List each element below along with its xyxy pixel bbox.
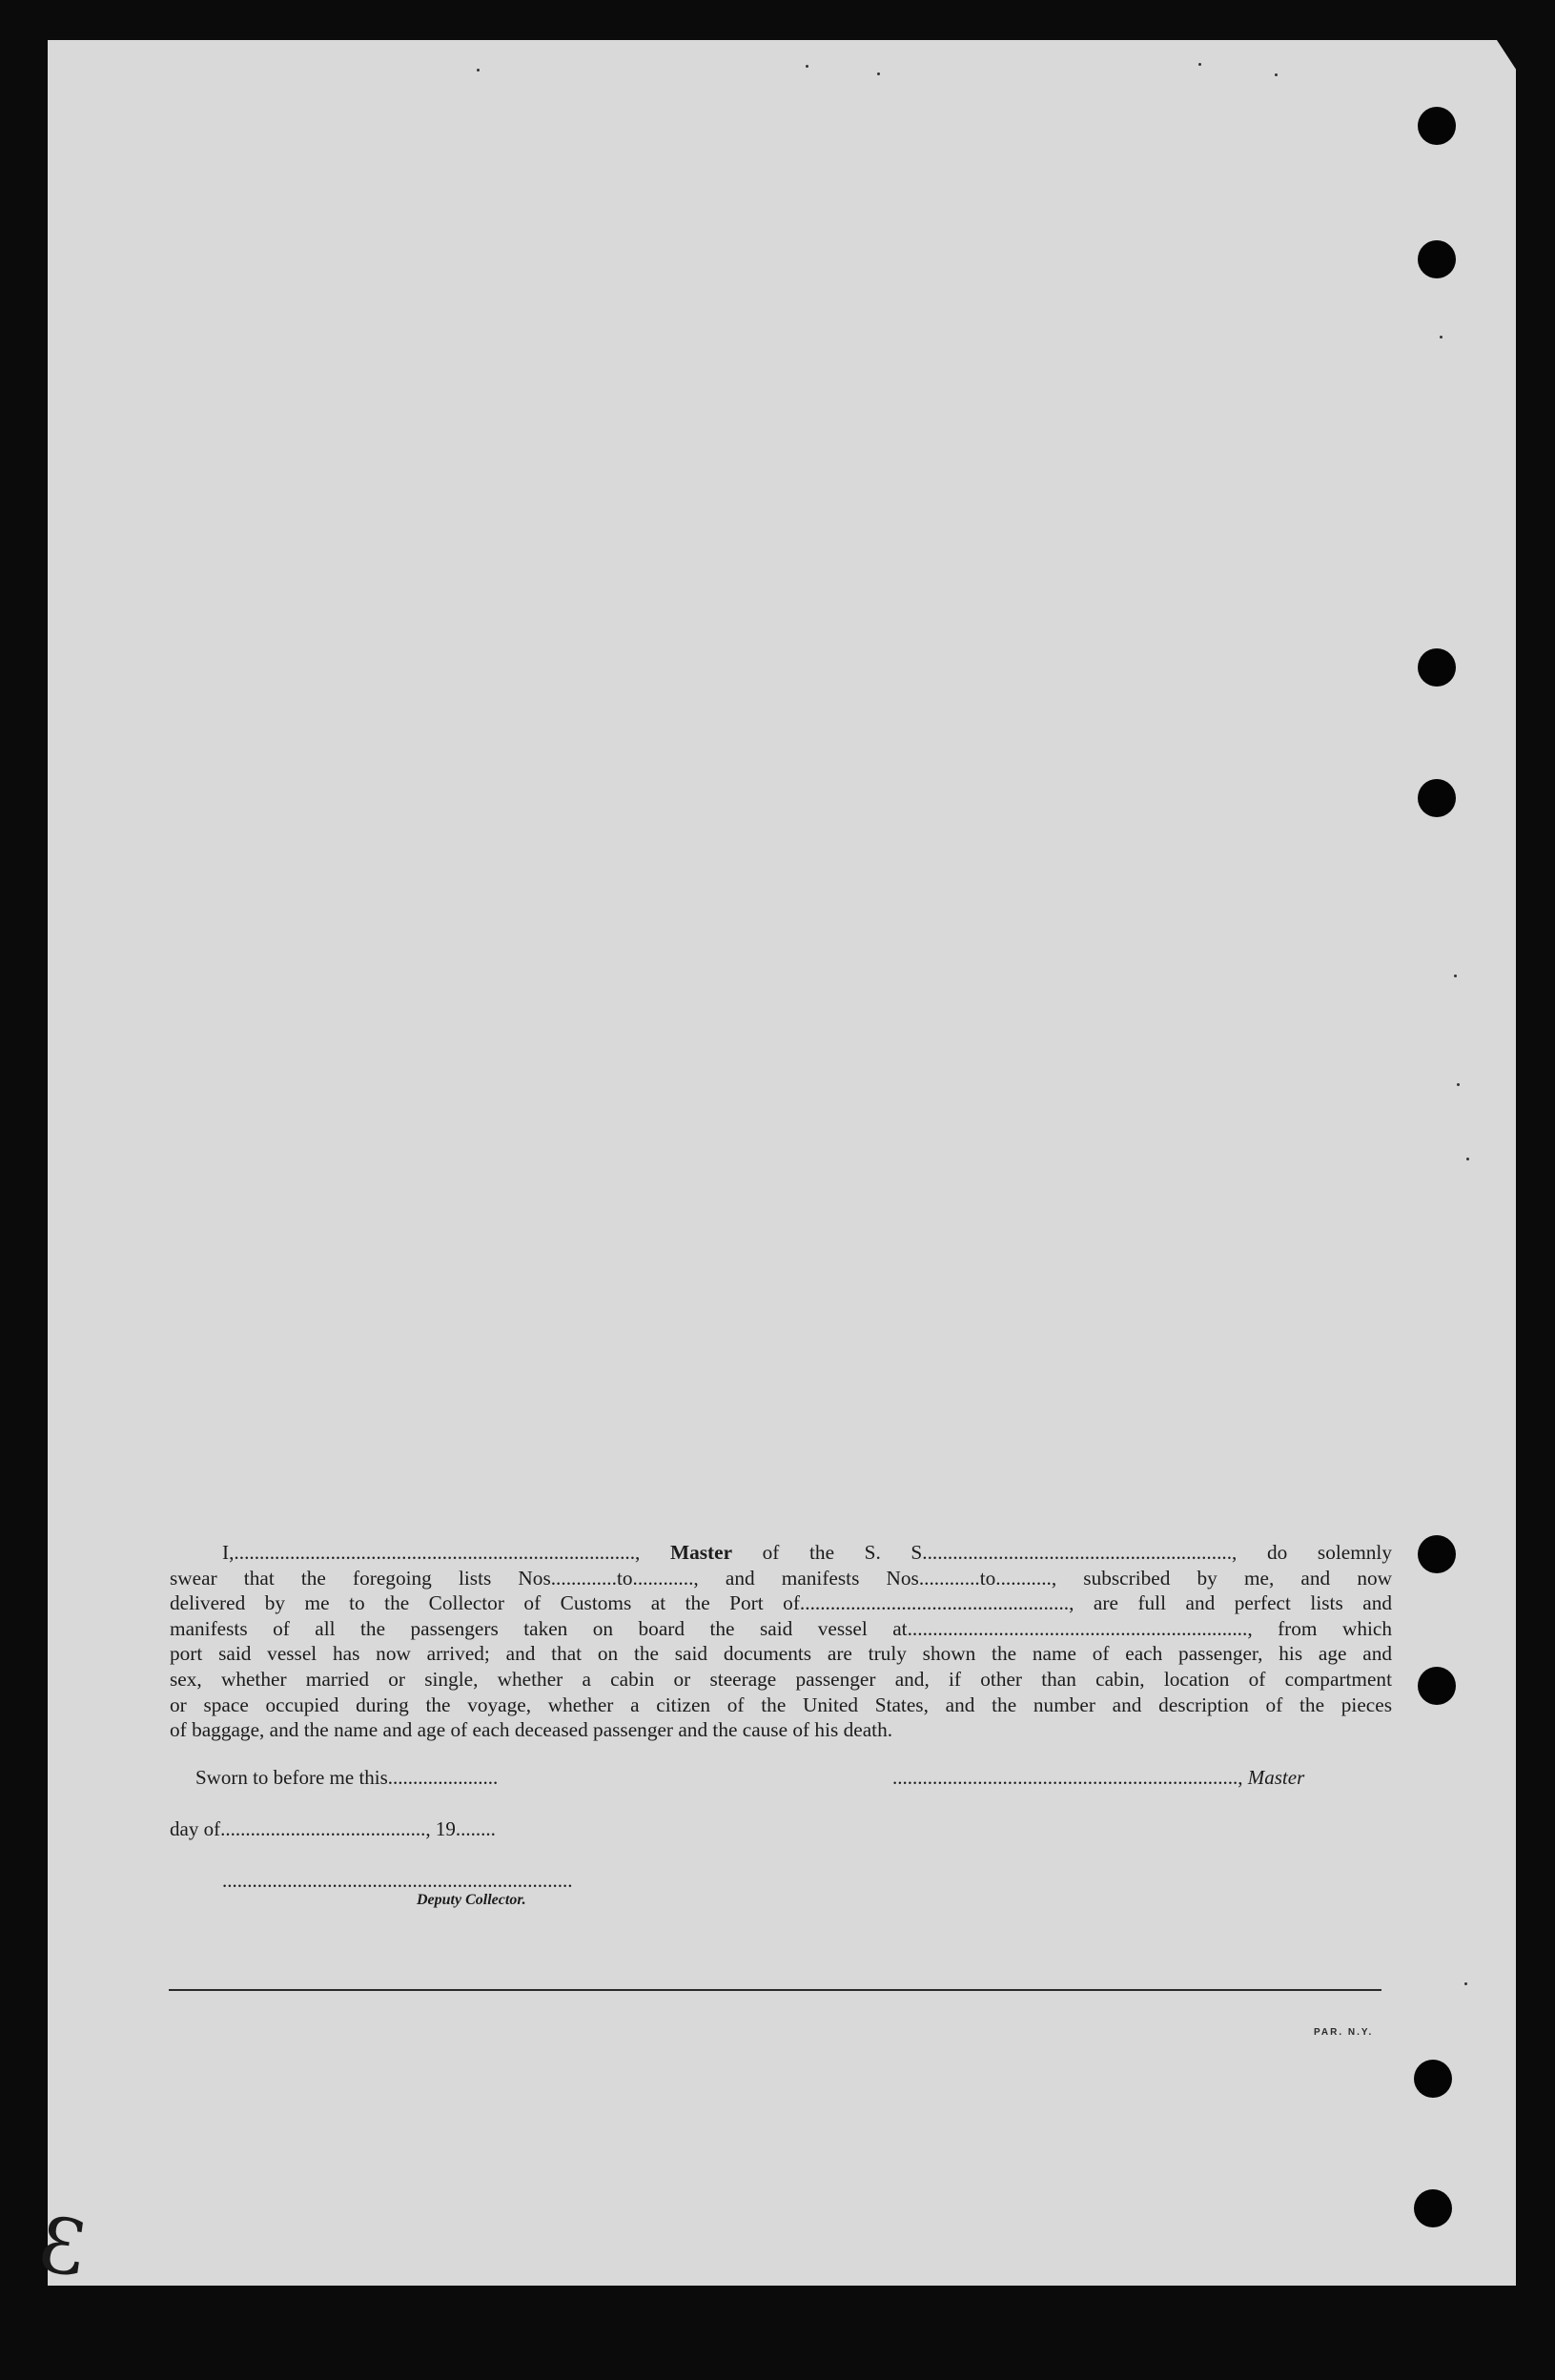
oath-text: manifests of all the passengers taken on board the said vessel at..................................................................., from which bbox=[170, 1616, 1392, 1640]
deputy-signature-dots: ...................................................................... bbox=[222, 1869, 573, 1892]
oath-text: ..............................................................................., bbox=[234, 1541, 670, 1564]
day-of-line: day of........................................., 19........ bbox=[170, 1817, 496, 1840]
punch-hole bbox=[1418, 240, 1456, 278]
oath-line bbox=[170, 1540, 1392, 1566]
oath-text: or space occupied during the voyage, whether a citizen of the United States, and the number and description of the pieces bbox=[170, 1693, 1392, 1716]
document-page bbox=[48, 40, 1516, 2286]
master-label: Master bbox=[1247, 1766, 1305, 1789]
oath-line bbox=[170, 1693, 1392, 1718]
punch-hole bbox=[1418, 1667, 1456, 1705]
punch-hole bbox=[1418, 648, 1456, 687]
punch-hole bbox=[1414, 2060, 1452, 2098]
punch-hole bbox=[1418, 107, 1456, 145]
oath-text: of baggage, and the name and age of each deceased passenger and the cause of his death. bbox=[170, 1718, 893, 1742]
oath-line bbox=[170, 1590, 1392, 1616]
master-signature-line bbox=[892, 1766, 1304, 1790]
oath-text: sex, whether married or single, whether a cabin or steerage passenger and, if other than cabin, location of compartment bbox=[170, 1667, 1392, 1691]
sworn-before-line: Sworn to before me this...................... bbox=[195, 1766, 499, 1789]
punch-hole bbox=[1414, 2189, 1452, 2227]
footer-rule bbox=[169, 1989, 1381, 1991]
punch-hole bbox=[1418, 1535, 1456, 1573]
oath-text: port said vessel has now arrived; and that on the said documents are truly shown the name of each passenger, his age and bbox=[170, 1642, 1392, 1666]
oath-line bbox=[170, 1717, 1392, 1743]
oath-line bbox=[170, 1566, 1392, 1591]
oath-line bbox=[170, 1667, 1392, 1693]
oath-text: I, bbox=[222, 1541, 235, 1564]
punch-hole bbox=[1418, 779, 1456, 817]
oath-paragraph bbox=[170, 1540, 1392, 1743]
oath-text: Master bbox=[669, 1541, 733, 1564]
oath-line bbox=[170, 1616, 1392, 1642]
oath-line bbox=[170, 1641, 1392, 1667]
oath-text: of the S. S. bbox=[732, 1541, 928, 1564]
deputy-collector-label: Deputy Collector. bbox=[417, 1892, 526, 1908]
handwritten-page-number: 3 bbox=[31, 2199, 93, 2295]
oath-text: swear that the foregoing lists Nos.............to............, and manifests Nos............to..........., subscribed by me, and now bbox=[170, 1566, 1392, 1590]
oath-text: ............................................................, do solemnly bbox=[927, 1541, 1392, 1564]
oath-text: delivered by me to the Collector of Customs at the Port of....................................................., are full and perfect lists and bbox=[170, 1591, 1392, 1615]
printer-mark: PAR. N.Y. bbox=[1314, 2027, 1374, 2038]
master-signature-dots: ....................................................................., bbox=[892, 1766, 1248, 1789]
